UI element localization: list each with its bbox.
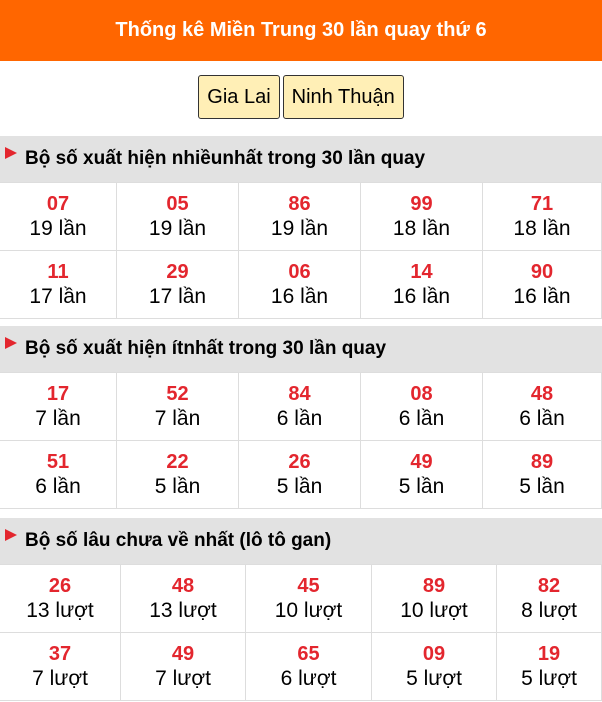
stat-count: 5 lượt <box>521 667 577 690</box>
stat-cell <box>246 565 372 633</box>
stat-number: 22 <box>166 451 189 473</box>
section-title-post: nhất trong 30 lần quay <box>183 338 387 359</box>
play-arrow-icon <box>5 147 17 159</box>
stat-cell <box>0 183 117 251</box>
stat-number: 26 <box>288 451 311 473</box>
stat-cell <box>239 183 361 251</box>
stat-cell <box>121 633 246 701</box>
stat-count: 16 lần <box>513 285 571 308</box>
stat-number: 45 <box>297 575 320 597</box>
stat-number: 37 <box>48 643 72 665</box>
stat-count: 7 lần <box>154 407 201 430</box>
stat-count: 5 lần <box>276 475 323 498</box>
section-title-post: ) <box>324 530 332 551</box>
stat-count: 7 lượt <box>155 667 211 690</box>
stat-cell <box>0 251 117 319</box>
stat-number: 84 <box>288 383 311 405</box>
stat-count: 6 lần <box>35 475 81 498</box>
stat-number: 51 <box>46 451 70 473</box>
stat-count: 19 lần <box>29 217 87 240</box>
stat-cell <box>497 565 602 633</box>
stat-count: 5 lần <box>398 475 445 498</box>
stat-cell <box>483 251 602 319</box>
stat-cell <box>246 633 372 701</box>
stat-number: 06 <box>288 261 311 283</box>
stat-count: 13 lượt <box>26 599 94 622</box>
stat-count: 18 lần <box>513 217 571 240</box>
section-title-emphasis: lô tô gan <box>245 530 325 551</box>
section-title-pre: Bộ số lâu chưa về nhất ( <box>25 530 246 551</box>
stat-number: 14 <box>410 261 433 283</box>
stat-number: 17 <box>46 383 70 405</box>
tab-gia-lai[interactable]: Gia Lai <box>198 75 279 119</box>
stat-count: 17 lần <box>29 285 87 308</box>
lo-gan-grid <box>0 564 602 701</box>
stat-number: 82 <box>537 575 561 597</box>
stat-count: 19 lần <box>270 217 329 240</box>
stat-number: 49 <box>171 643 195 665</box>
stat-number: 48 <box>171 575 195 597</box>
section-title-emphasis: ít <box>171 338 184 359</box>
stat-count: 5 lần <box>519 475 565 498</box>
province-tabs <box>0 75 602 119</box>
stat-cell <box>121 565 246 633</box>
section-least-frequent-title <box>0 326 602 372</box>
stat-number: 29 <box>166 261 189 283</box>
stat-number: 52 <box>166 383 189 405</box>
section-title-pre: Bộ số xuất hiện <box>25 148 167 169</box>
stat-cell <box>483 183 602 251</box>
stat-count: 6 lượt <box>280 667 337 690</box>
page-title: Thống kê Miền Trung 30 lần quay thứ 6 <box>115 19 487 41</box>
stat-number: 48 <box>530 383 554 405</box>
stat-count: 10 lượt <box>274 599 343 622</box>
stat-cell <box>361 251 483 319</box>
stat-cell <box>239 251 361 319</box>
stat-count: 17 lần <box>148 285 207 308</box>
stat-count: 18 lần <box>392 217 451 240</box>
stat-cell <box>0 441 117 509</box>
stat-number: 05 <box>166 193 189 215</box>
section-most-frequent-title <box>0 136 602 182</box>
stat-number: 09 <box>422 643 446 665</box>
stat-count: 16 lần <box>392 285 451 308</box>
stat-count: 5 lượt <box>406 667 462 690</box>
stat-cell <box>361 183 483 251</box>
stat-cell <box>372 565 497 633</box>
stat-number: 49 <box>410 451 433 473</box>
most-frequent-grid <box>0 182 602 319</box>
stat-count: 7 lần <box>35 407 81 430</box>
section-title-emphasis: nhiều <box>171 148 223 169</box>
stat-cell <box>483 373 602 441</box>
stat-cell <box>361 373 483 441</box>
stat-cell <box>239 441 361 509</box>
stat-count: 13 lượt <box>149 599 217 622</box>
play-arrow-icon <box>5 529 17 541</box>
stat-number: 89 <box>422 575 446 597</box>
stat-count: 5 lần <box>154 475 201 498</box>
stat-number: 90 <box>530 261 554 283</box>
stat-number: 86 <box>288 193 311 215</box>
stat-number: 07 <box>46 193 70 215</box>
stat-count: 6 lần <box>276 407 323 430</box>
stat-cell <box>0 633 121 701</box>
stat-number: 08 <box>410 383 433 405</box>
play-arrow-icon <box>5 337 17 349</box>
tab-ninh-thuan[interactable]: Ninh Thuận <box>283 75 404 119</box>
stat-number: 99 <box>410 193 433 215</box>
stat-cell <box>117 251 239 319</box>
stat-number: 19 <box>537 643 561 665</box>
stat-count: 8 lượt <box>521 599 577 622</box>
stat-cell <box>0 565 121 633</box>
stat-cell <box>239 373 361 441</box>
stat-cell <box>372 633 497 701</box>
stat-number: 11 <box>47 261 69 283</box>
stat-number: 65 <box>297 643 320 665</box>
stat-cell <box>117 183 239 251</box>
stat-count: 6 lần <box>519 407 565 430</box>
section-title-post: nhất trong 30 lần quay <box>222 148 426 169</box>
stat-cell <box>117 373 239 441</box>
stat-cell <box>483 441 602 509</box>
stat-count: 7 lượt <box>32 667 88 690</box>
section-lo-gan-title <box>0 518 602 564</box>
stat-count: 16 lần <box>270 285 329 308</box>
stat-count: 6 lần <box>398 407 445 430</box>
stat-number: 71 <box>530 193 554 215</box>
stat-count: 19 lần <box>148 217 207 240</box>
stat-number: 26 <box>48 575 72 597</box>
stat-count: 10 lượt <box>400 599 468 622</box>
stat-number: 89 <box>530 451 554 473</box>
stat-cell <box>0 373 117 441</box>
section-title-pre: Bộ số xuất hiện <box>25 338 167 359</box>
stat-cell <box>497 633 602 701</box>
page-header <box>0 0 602 61</box>
stat-cell <box>361 441 483 509</box>
stat-cell <box>117 441 239 509</box>
least-frequent-grid <box>0 372 602 509</box>
